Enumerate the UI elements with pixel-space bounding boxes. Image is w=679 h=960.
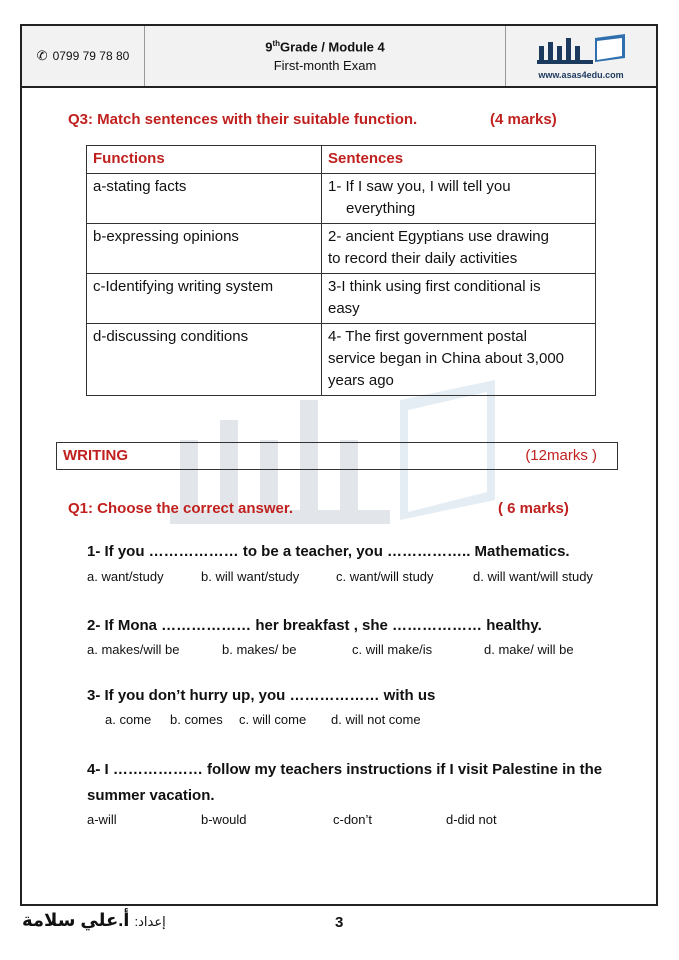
option-b: b. will want/study (201, 569, 300, 584)
option-a: a. makes/will be (87, 642, 180, 657)
page-header (20, 24, 658, 88)
sentence-cell (322, 274, 596, 324)
option-b: b. makes/ be (222, 642, 297, 657)
function-cell: d-discussing conditions (87, 324, 322, 396)
question-1: 1- If you ……………… to be a teacher, you …………….. Mathematics. (87, 543, 570, 560)
option-a: a. want/study (87, 569, 164, 584)
option-a: a. come (105, 712, 152, 727)
header-title (145, 26, 506, 86)
table-row (87, 324, 596, 396)
sentence-cell (322, 224, 596, 274)
option-c: c. will make/is (352, 642, 433, 657)
option-d: d. make/ will be (484, 642, 574, 657)
option-a: a-will (87, 812, 117, 827)
question-2: 2- If Mona ……………… her breakfast , she ……………… healthy. (87, 617, 542, 634)
option-d: d. will want/will study (473, 569, 593, 584)
q1-marks: ( 6 marks) (498, 500, 569, 517)
brand-logo (506, 26, 656, 86)
option-b: b. comes (170, 712, 223, 727)
sentence-cell (322, 174, 596, 224)
option-c: c. will come (239, 712, 307, 727)
sentences-header: Sentences (322, 146, 596, 174)
function-cell: a-stating facts (87, 174, 322, 224)
site-url: www.asas4edu.com (538, 70, 624, 80)
option-d: d-did not (446, 812, 497, 827)
phone-number: 0799 79 78 80 (52, 49, 130, 63)
match-table (86, 145, 596, 396)
q3-marks: (4 marks) (490, 111, 557, 128)
sentence-text: 4- The first government postal (328, 328, 527, 345)
logo-mark (533, 32, 629, 68)
question-4: 4- I ……………… follow my teachers instructions if I visit Palestine in the (87, 761, 603, 778)
option-c: c. want/will study (336, 569, 434, 584)
sentence-text-cont: service began in China about 3,000 (328, 350, 565, 367)
sentence-text: 3-I think using first conditional is (328, 278, 541, 295)
table-header-row (87, 146, 596, 174)
sentence-text: 1- If I saw you, I will tell you (328, 178, 511, 195)
writing-section-bar (56, 442, 618, 470)
option-c: c-don’t (333, 812, 373, 827)
author-credit (22, 910, 166, 931)
option-b: b-would (201, 812, 247, 827)
prepared-by-label: إعداد: (134, 914, 166, 929)
phone-icon: ✆ (36, 48, 48, 63)
sentence-text-cont: years ago (328, 372, 394, 389)
phone-box (22, 26, 145, 86)
option-d: d. will not come (331, 712, 421, 727)
writing-marks: (12marks ) (525, 447, 597, 464)
question-3: 3- If you don’t hurry up, you ……………… with us (87, 687, 436, 704)
q3-title: Q3: Match sentences with their suitable function. (68, 111, 418, 128)
table-row (87, 224, 596, 274)
exam-title: First-month Exam (273, 57, 377, 73)
author-name: أ.علي سلامة (22, 910, 130, 930)
page-number: 3 (335, 914, 344, 931)
grade-title: 9thGrade / Module 4 (265, 39, 385, 55)
sentence-text: 2- ancient Egyptians use drawing (328, 228, 549, 245)
sentence-cell (322, 324, 596, 396)
q1-title: Q1: Choose the correct answer. (68, 500, 294, 517)
functions-header: Functions (87, 146, 322, 174)
question-4-cont: summer vacation. (87, 787, 215, 804)
sentence-text-cont: to record their daily activities (328, 250, 518, 267)
book-logo-icon (533, 32, 629, 68)
function-cell: c-Identifying writing system (87, 274, 322, 324)
function-cell: b-expressing opinions (87, 224, 322, 274)
table-row (87, 174, 596, 224)
table-row (87, 274, 596, 324)
writing-label: WRITING (63, 447, 128, 464)
sentence-text-cont: everything (346, 200, 416, 217)
sentence-text-cont: easy (328, 300, 360, 317)
